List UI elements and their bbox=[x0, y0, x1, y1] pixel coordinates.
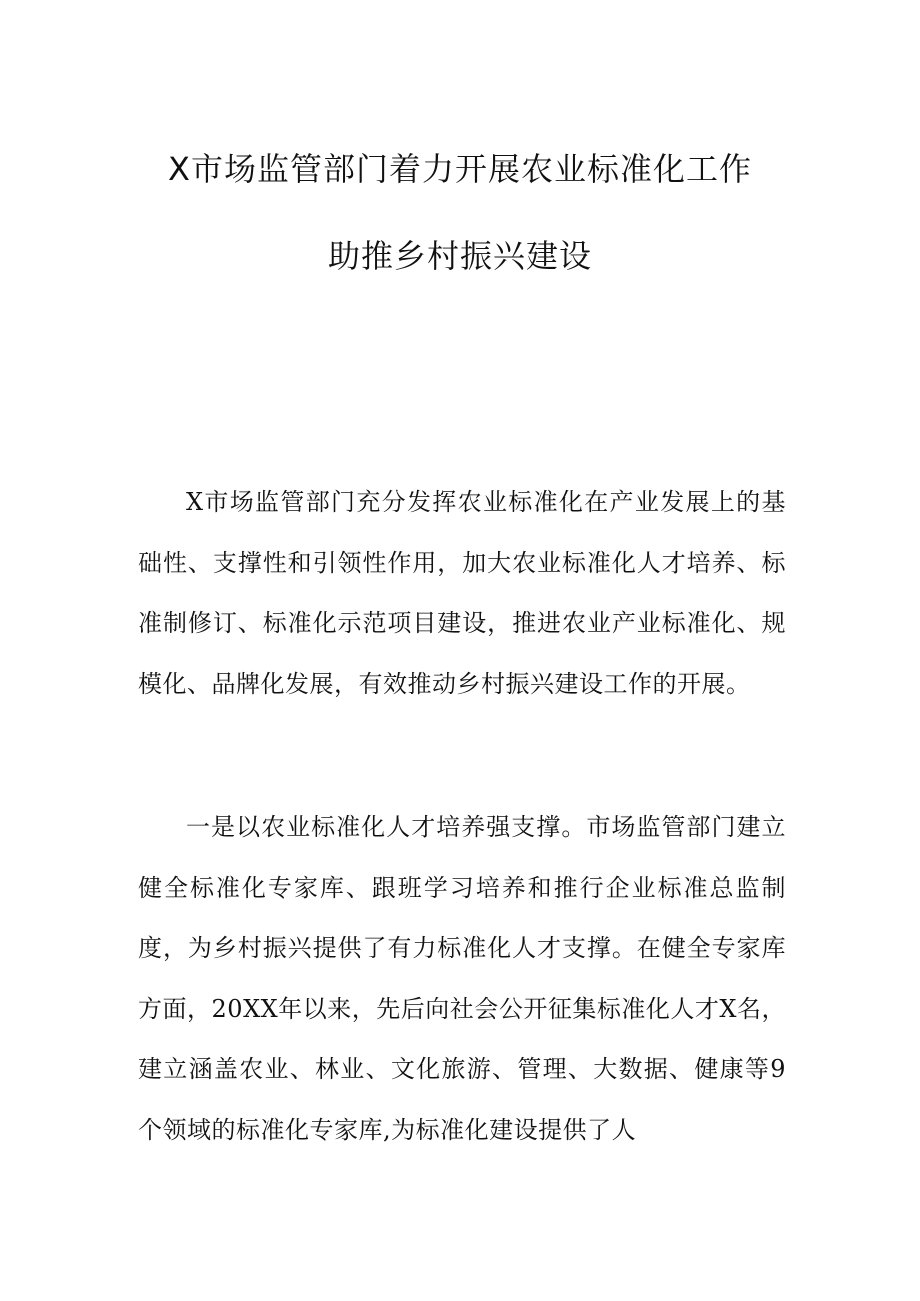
document-title-line-1: X市场监管部门着力开展农业标准化工作 bbox=[168, 150, 752, 188]
document-title-line-2: 助推乡村振兴建设 bbox=[327, 237, 592, 275]
body-paragraph-2: 一是以农业标准化人才培养强支撑。市场监管部门建立健全标准化专家库、跟班学习培养和推行企业标准总监制度，为乡村振兴提供了有力标准化人才支撑。在健全专家库方面，20XX年以来，先后向社会公开征集标准化人才X名，建立涵盖农业、林业、文化旅游、管理、大数据、健康等9个领域的标准化专家库,为标准化建设提供了人 bbox=[138, 813, 786, 1144]
body-paragraph-1: X市场监管部门充分发挥农业标准化在产业发展上的基础性、支撑性和引领性作用，加大农业标准化人才培养、标准制修订、标准化示范项目建设，推进农业产业标准化、规模化、品牌化发展，有效推动乡村振兴建设工作的开展。 bbox=[138, 488, 786, 698]
